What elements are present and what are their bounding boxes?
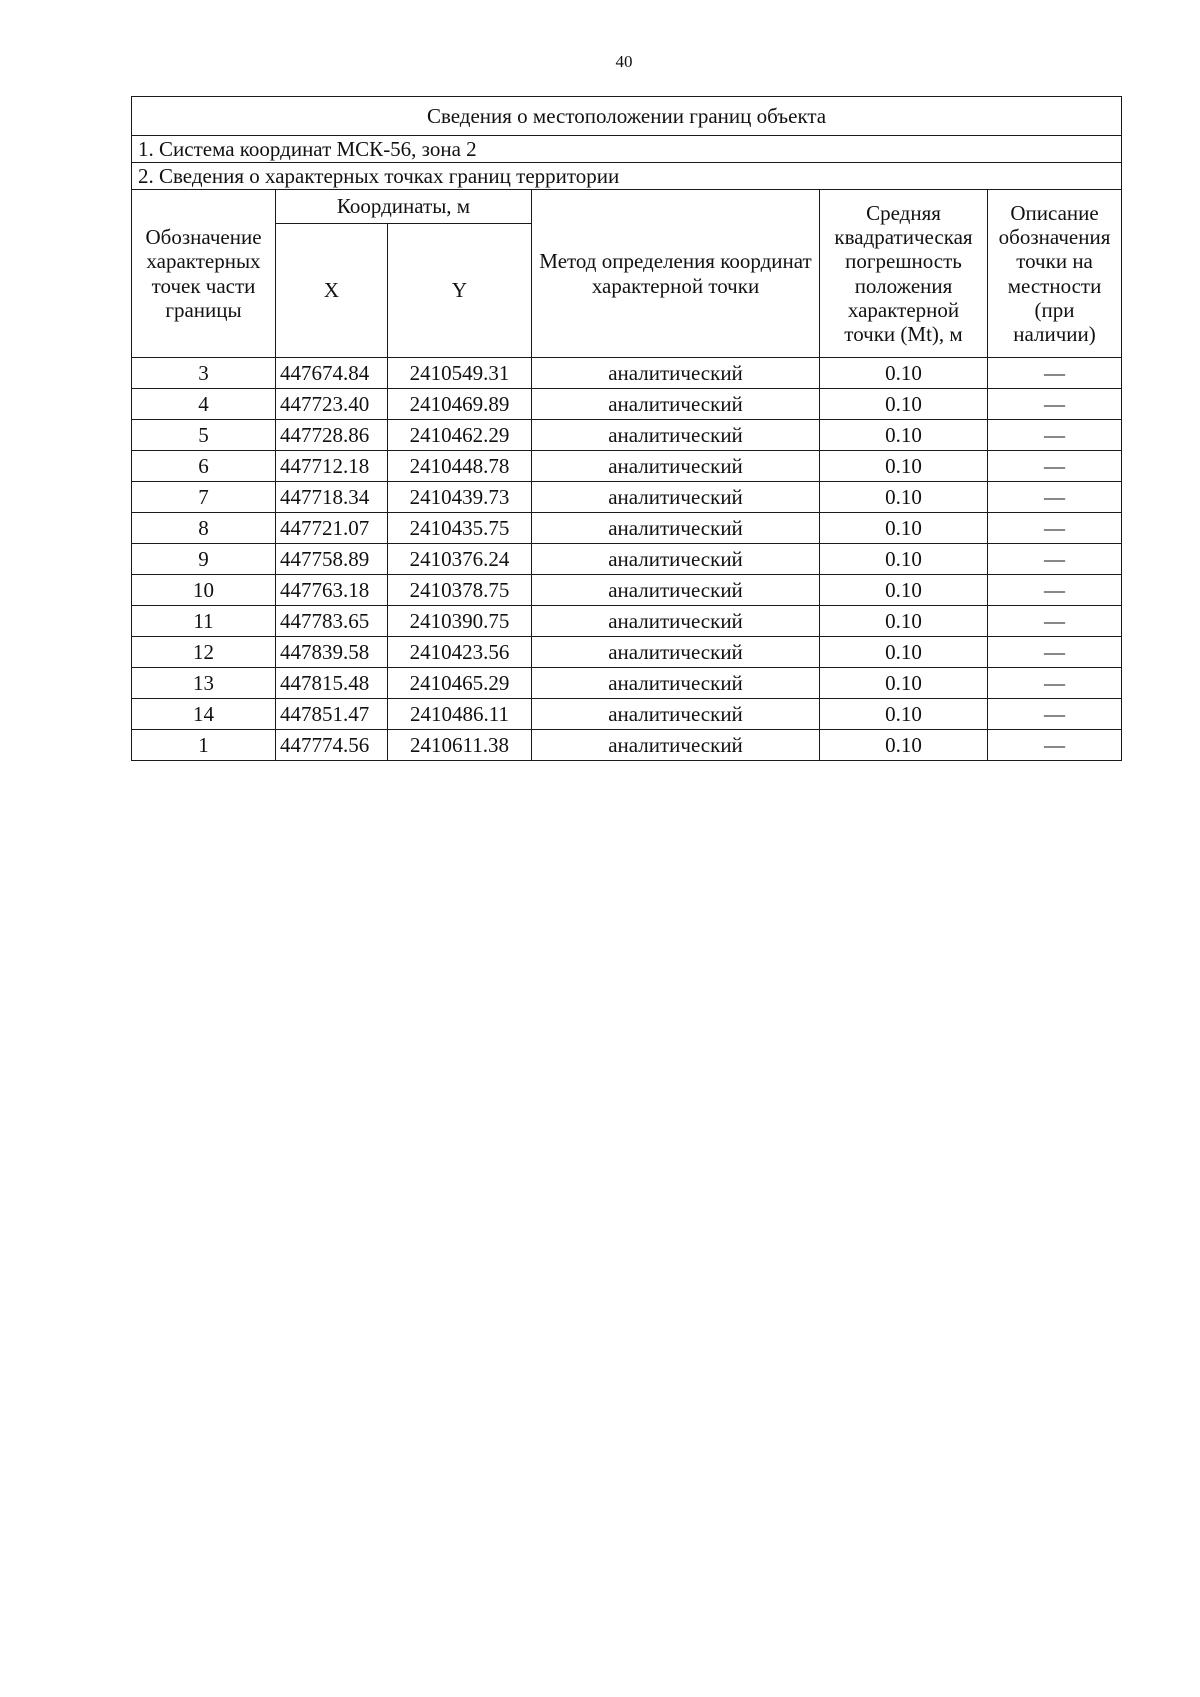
table-row bbox=[132, 482, 1122, 513]
cell-x: 447728.86 bbox=[276, 420, 388, 451]
cell-x: 447774.56 bbox=[276, 730, 388, 761]
table-row bbox=[132, 699, 1122, 730]
header-description: Описание обозначения точки на местности (при наличии) bbox=[988, 190, 1122, 358]
cell-y: 2410549.31 bbox=[388, 358, 532, 389]
table-row bbox=[132, 420, 1122, 451]
cell-method: аналитический bbox=[532, 730, 820, 761]
cell-mt: 0.10 bbox=[820, 637, 988, 668]
cell-point: 1 bbox=[132, 730, 276, 761]
cell-description: — bbox=[988, 668, 1122, 699]
coordinate-system-line: 1. Система координат МСК-56, зона 2 bbox=[132, 136, 1122, 163]
table-row bbox=[132, 668, 1122, 699]
cell-point: 13 bbox=[132, 668, 276, 699]
cell-mt: 0.10 bbox=[820, 451, 988, 482]
cell-y: 2410448.78 bbox=[388, 451, 532, 482]
cell-point: 3 bbox=[132, 358, 276, 389]
cell-description: — bbox=[988, 575, 1122, 606]
table-title: Сведения о местоположении границ объекта bbox=[132, 97, 1122, 136]
cell-x: 447674.84 bbox=[276, 358, 388, 389]
cell-description: — bbox=[988, 544, 1122, 575]
cell-point: 12 bbox=[132, 637, 276, 668]
cell-y: 2410378.75 bbox=[388, 575, 532, 606]
cell-method: аналитический bbox=[532, 668, 820, 699]
cell-description: — bbox=[988, 420, 1122, 451]
cell-mt: 0.10 bbox=[820, 358, 988, 389]
cell-y: 2410439.73 bbox=[388, 482, 532, 513]
cell-point: 8 bbox=[132, 513, 276, 544]
cell-method: аналитический bbox=[532, 637, 820, 668]
cell-method: аналитический bbox=[532, 358, 820, 389]
cell-mt: 0.10 bbox=[820, 575, 988, 606]
boundary-coordinates-table bbox=[131, 96, 1122, 761]
header-y: Y bbox=[388, 224, 532, 358]
cell-mt: 0.10 bbox=[820, 730, 988, 761]
table-row bbox=[132, 389, 1122, 420]
table-row bbox=[132, 358, 1122, 389]
cell-y: 2410376.24 bbox=[388, 544, 532, 575]
cell-method: аналитический bbox=[532, 606, 820, 637]
cell-method: аналитический bbox=[532, 544, 820, 575]
cell-point: 9 bbox=[132, 544, 276, 575]
header-x: X bbox=[276, 224, 388, 358]
cell-y: 2410486.11 bbox=[388, 699, 532, 730]
cell-mt: 0.10 bbox=[820, 389, 988, 420]
cell-y: 2410462.29 bbox=[388, 420, 532, 451]
cell-x: 447718.34 bbox=[276, 482, 388, 513]
cell-mt: 0.10 bbox=[820, 544, 988, 575]
cell-method: аналитический bbox=[532, 575, 820, 606]
cell-mt: 0.10 bbox=[820, 668, 988, 699]
cell-description: — bbox=[988, 513, 1122, 544]
cell-method: аналитический bbox=[532, 389, 820, 420]
cell-mt: 0.10 bbox=[820, 606, 988, 637]
cell-point: 5 bbox=[132, 420, 276, 451]
cell-point: 4 bbox=[132, 389, 276, 420]
cell-method: аналитический bbox=[532, 513, 820, 544]
cell-y: 2410611.38 bbox=[388, 730, 532, 761]
cell-x: 447758.89 bbox=[276, 544, 388, 575]
cell-method: аналитический bbox=[532, 699, 820, 730]
cell-description: — bbox=[988, 606, 1122, 637]
cell-description: — bbox=[988, 730, 1122, 761]
points-info-line: 2. Сведения о характерных точках границ территории bbox=[132, 163, 1122, 190]
cell-point: 7 bbox=[132, 482, 276, 513]
cell-x: 447851.47 bbox=[276, 699, 388, 730]
table-row bbox=[132, 606, 1122, 637]
cell-y: 2410423.56 bbox=[388, 637, 532, 668]
table-row bbox=[132, 730, 1122, 761]
header-coordinates: Координаты, м bbox=[276, 190, 532, 224]
cell-x: 447723.40 bbox=[276, 389, 388, 420]
header-point-designation: Обозначение характерных точек части границы bbox=[132, 190, 276, 358]
table-row bbox=[132, 451, 1122, 482]
cell-point: 10 bbox=[132, 575, 276, 606]
cell-point: 14 bbox=[132, 699, 276, 730]
cell-x: 447815.48 bbox=[276, 668, 388, 699]
header-mean-square-error: Средняя квадратическая погрешность положения характерной точки (Mt), м bbox=[820, 190, 988, 358]
cell-description: — bbox=[988, 358, 1122, 389]
cell-point: 6 bbox=[132, 451, 276, 482]
table-row bbox=[132, 575, 1122, 606]
cell-point: 11 bbox=[132, 606, 276, 637]
cell-description: — bbox=[988, 637, 1122, 668]
cell-method: аналитический bbox=[532, 451, 820, 482]
cell-y: 2410435.75 bbox=[388, 513, 532, 544]
cell-y: 2410465.29 bbox=[388, 668, 532, 699]
cell-x: 447763.18 bbox=[276, 575, 388, 606]
cell-y: 2410469.89 bbox=[388, 389, 532, 420]
table-row bbox=[132, 544, 1122, 575]
cell-method: аналитический bbox=[532, 420, 820, 451]
cell-description: — bbox=[988, 482, 1122, 513]
table-row bbox=[132, 637, 1122, 668]
cell-x: 447721.07 bbox=[276, 513, 388, 544]
cell-x: 447839.58 bbox=[276, 637, 388, 668]
cell-x: 447783.65 bbox=[276, 606, 388, 637]
table-row bbox=[132, 513, 1122, 544]
cell-x: 447712.18 bbox=[276, 451, 388, 482]
cell-method: аналитический bbox=[532, 482, 820, 513]
page-number: 40 bbox=[615, 52, 633, 71]
cell-description: — bbox=[988, 451, 1122, 482]
header-method: Метод определения координат характерной точки bbox=[532, 190, 820, 358]
cell-y: 2410390.75 bbox=[388, 606, 532, 637]
cell-mt: 0.10 bbox=[820, 513, 988, 544]
cell-mt: 0.10 bbox=[820, 482, 988, 513]
cell-mt: 0.10 bbox=[820, 699, 988, 730]
cell-description: — bbox=[988, 389, 1122, 420]
cell-description: — bbox=[988, 699, 1122, 730]
cell-mt: 0.10 bbox=[820, 420, 988, 451]
